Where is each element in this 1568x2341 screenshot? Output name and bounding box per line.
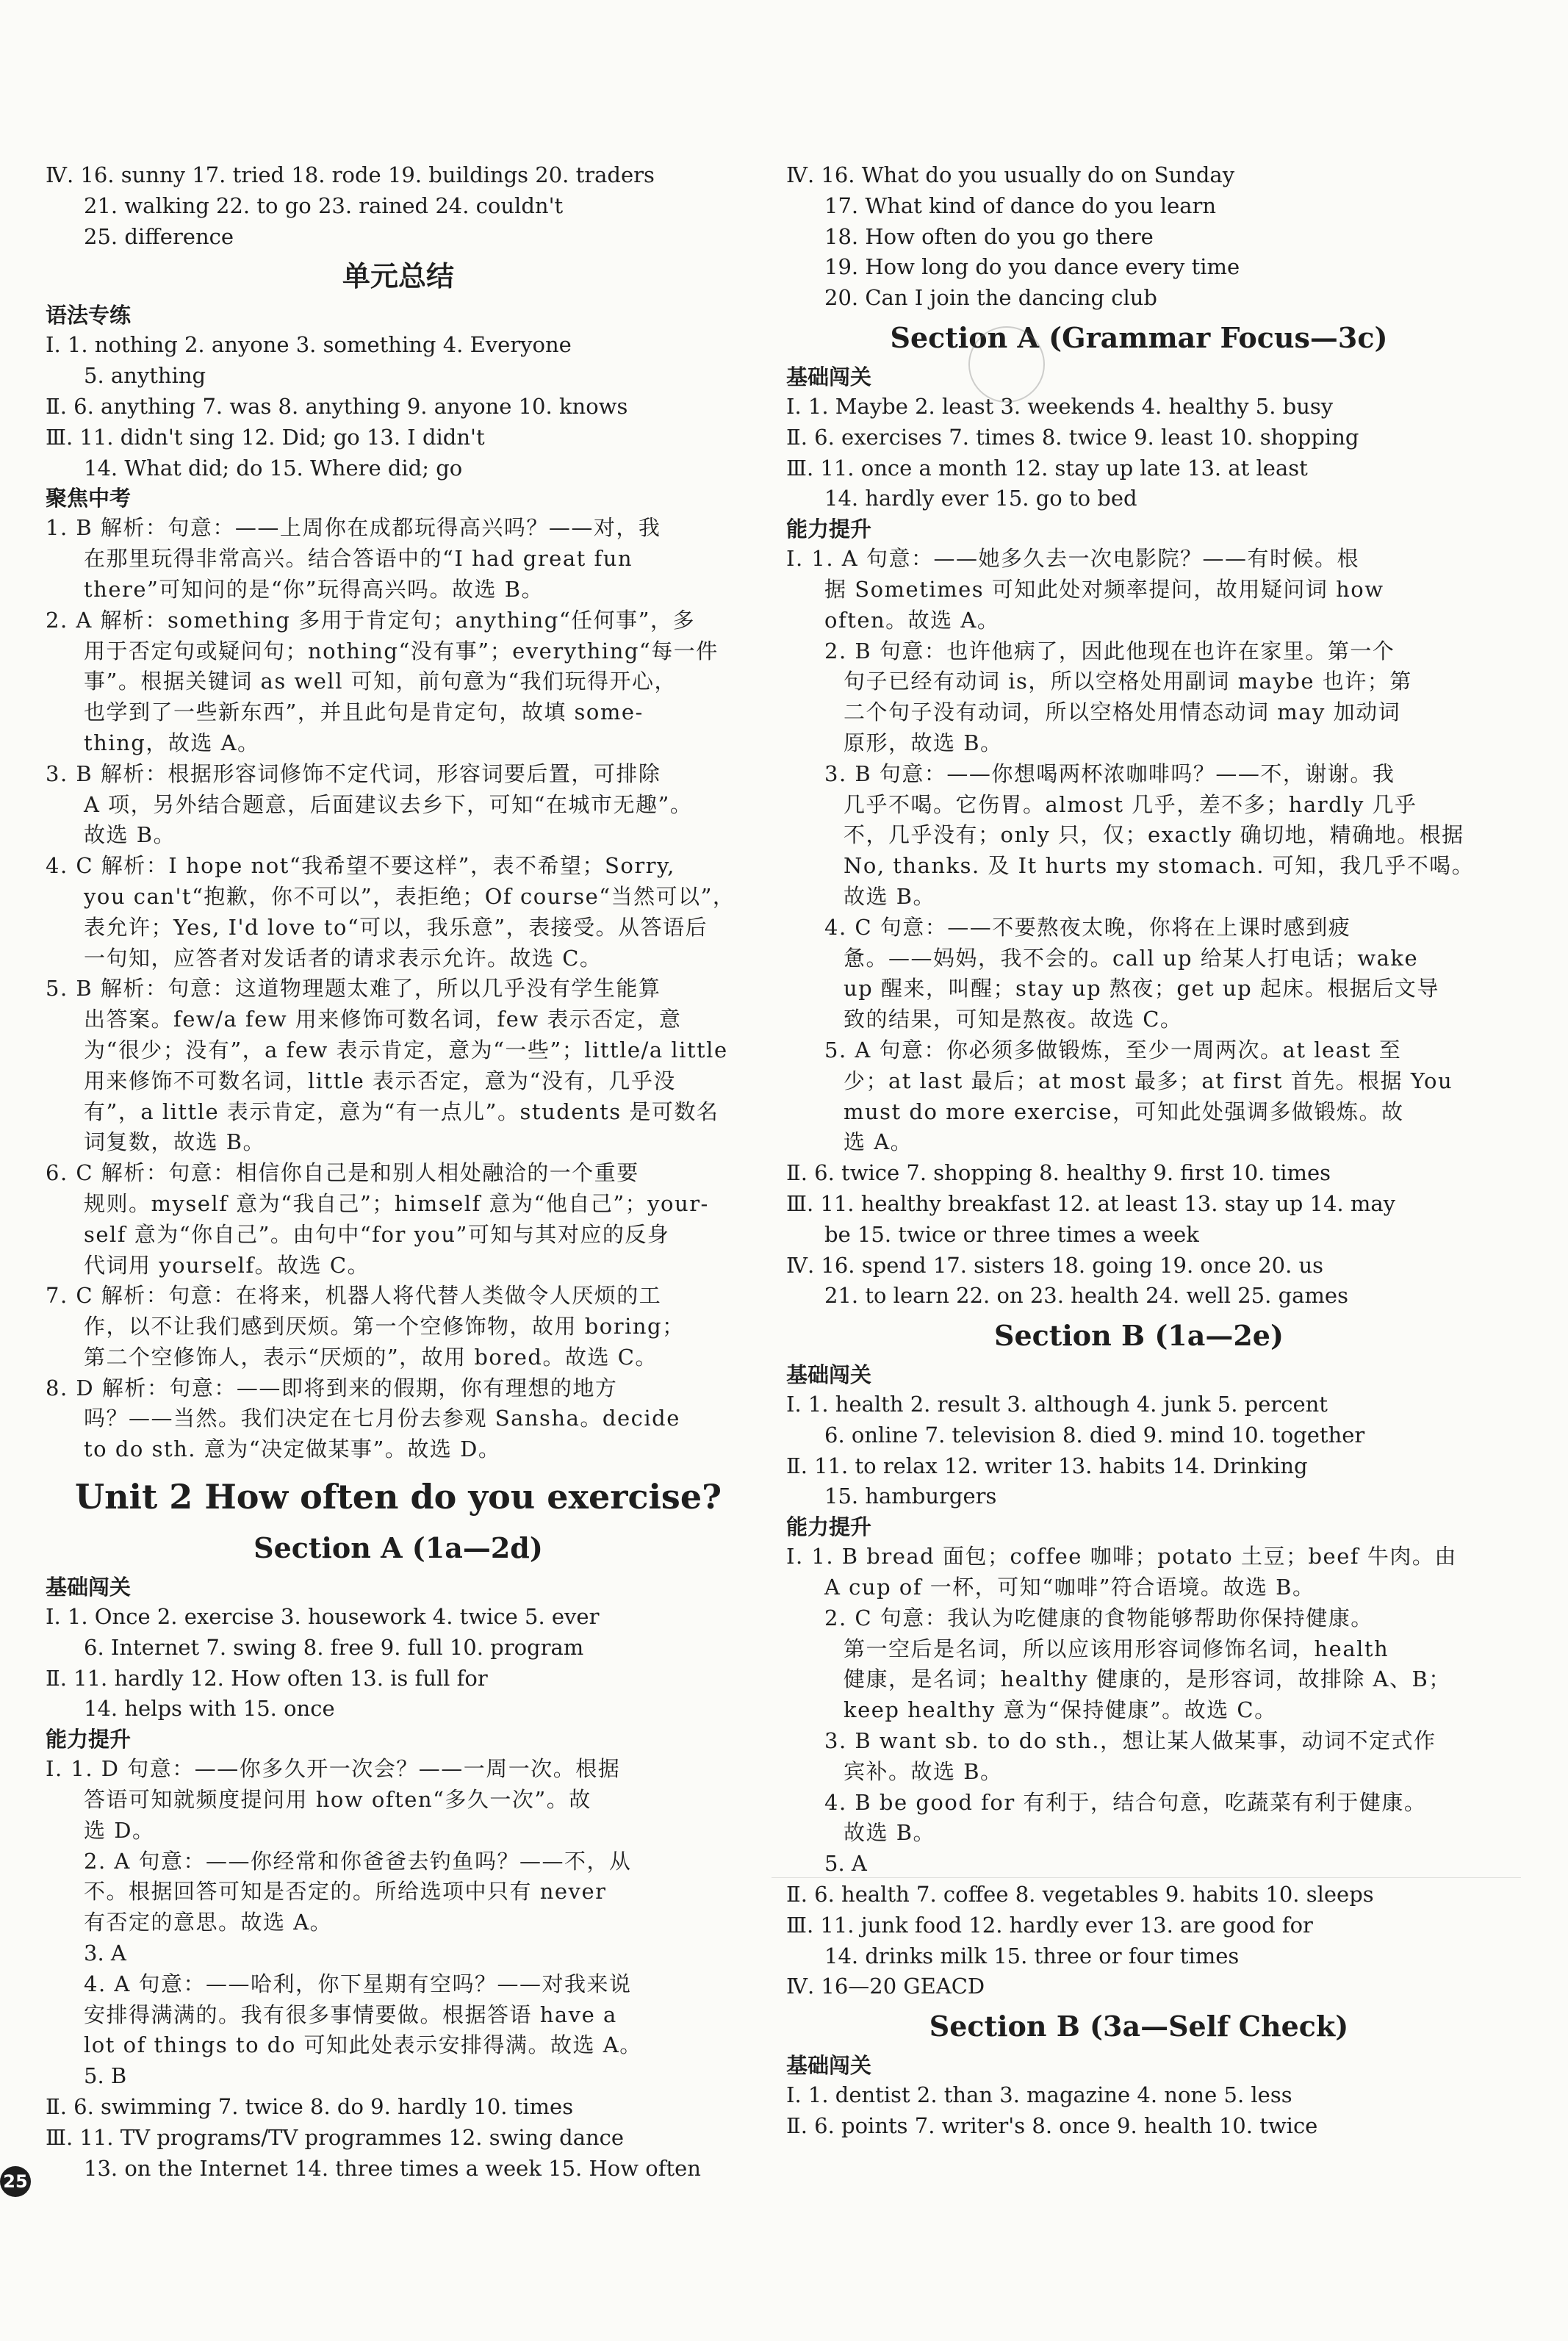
- section-title: 单元总结: [342, 259, 454, 293]
- answer-line: 6. C 解析：句意：相信你自己是和别人相处融洽的一个重要: [46, 1160, 639, 1186]
- answer-line: 少；at last 最后；at most 最多；at first 首先。根据 You: [844, 1068, 1453, 1093]
- answer-line: 21. walking 22. to go 23. rained 24. couldn't: [84, 193, 564, 218]
- subsection-heading: 语法专练: [46, 303, 132, 328]
- answer-line: 二个句子没有动词，所以空格处用情态动词 may 加动词: [844, 700, 1401, 725]
- answer-line: 5. B: [84, 2063, 127, 2089]
- subsection-heading: 基础闯关: [786, 364, 872, 389]
- answer-line: Ⅲ. 11. TV programs/TV programmes 12. swing dance: [46, 2124, 625, 2150]
- answer-line: Ⅰ. 1. dentist 2. than 3. magazine 4. none 5. less: [786, 2082, 1292, 2108]
- answer-line: 用来修饰不可数名词，little 表示否定，意为“没有，几乎没: [84, 1068, 676, 1093]
- answer-line: must do more exercise，可知此处强调多做锻炼。故: [844, 1098, 1404, 1124]
- answer-line: Ⅰ. 1. Maybe 2. least 3. weekends 4. healthy 5. busy: [786, 393, 1334, 419]
- answer-line: 17. What kind of dance do you learn: [824, 193, 1217, 218]
- answer-line: Ⅱ. 6. swimming 7. twice 8. do 9. hardly 10. times: [46, 2094, 574, 2120]
- answer-line: 5. B 解析：句意：这道物理题太难了，所以几乎没有学生能算: [46, 976, 661, 1002]
- answer-line: 故选 B。: [844, 1820, 936, 1846]
- page-number: 25: [0, 2166, 31, 2197]
- answer-line: keep healthy 意为“保持健康”。故选 C。: [844, 1697, 1277, 1723]
- answer-line: 3. B 句意：——你想喝两杯浓咖啡吗？——不，谢谢。我: [824, 760, 1395, 786]
- answer-line: 21. to learn 22. on 23. health 24. well 25. games: [824, 1283, 1348, 1309]
- answer-line: 故选 B。: [844, 883, 936, 909]
- answer-line: 3. A: [84, 1941, 126, 1966]
- answer-line: 2. A 解析：something 多用于肯定句；anything“任何事”，多: [46, 607, 695, 633]
- left-column: [46, 160, 751, 2184]
- answer-line: 2. A 句意：——你经常和你爸爸去钓鱼吗？——不，从: [84, 1848, 632, 1874]
- answer-line: Ⅳ. 16. spend 17. sisters 18. going 19. once 20. us: [786, 1252, 1324, 1278]
- answer-line: 惫。——妈妈，我不会的。call up 给某人打电话；wake: [844, 945, 1419, 971]
- answer-line: 15. hamburgers: [824, 1484, 997, 1509]
- answer-line: there”可知问的是“你”玩得高兴吗。故选 B。: [84, 576, 544, 602]
- answer-line: often。故选 A。: [824, 607, 1000, 633]
- answer-line: Ⅱ. 6. anything 7. was 8. anything 9. anyone 10. knows: [46, 393, 628, 419]
- answer-line: you can't“抱歉，你不可以”，表拒绝；Of course“当然可以”，: [84, 883, 736, 909]
- answer-line: self 意为“你自己”。由句中“for you”可知与其对应的反身: [84, 1221, 670, 1247]
- answer-line: 选 D。: [84, 1817, 155, 1843]
- answer-line: Ⅱ. 11. to relax 12. writer 13. habits 14. Drinking: [786, 1453, 1308, 1478]
- section-title: Section B (3a—Self Check): [929, 2010, 1349, 2043]
- answer-line: 不。根据回答可知是否定的。所给选项中只有 never: [84, 1879, 607, 1905]
- ink-stamp: [968, 326, 1045, 403]
- subsection-heading: 能力提升: [786, 517, 872, 542]
- answer-line: Ⅳ. 16—20 GEACD: [786, 1974, 985, 1999]
- answer-line: 一句知，应答者对发话者的请求表示允许。故选 C。: [84, 945, 603, 971]
- answer-line: 4. A 句意：——哈利，你下星期有空吗？——对我来说: [84, 1971, 632, 1996]
- answer-line: 4. C 句意：——不要熬夜太晚，你将在上课时感到疲: [824, 914, 1351, 940]
- answer-line: 规则。myself 意为“我自己”；himself 意为“他自己”；your-: [84, 1190, 709, 1216]
- answer-line: 5. A: [824, 1851, 867, 1877]
- answer-line: 原形，故选 B。: [844, 730, 1003, 755]
- answer-line: Ⅲ. 11. once a month 12. stay up late 13. at least: [786, 455, 1308, 481]
- answer-line: 第一空后是名词，所以应该用形容词修饰名词，health: [844, 1636, 1389, 1661]
- answer-line: Ⅳ. 16. sunny 17. tried 18. rode 19. buildings 20. traders: [46, 162, 655, 187]
- subsection-heading: 基础闯关: [46, 1575, 132, 1600]
- answer-line: 6. online 7. television 8. died 9. mind 10. together: [824, 1422, 1365, 1448]
- answer-line: Ⅰ. 1. D 句意：——你多久开一次会？——一周一次。根据: [46, 1756, 621, 1782]
- answer-line: Ⅱ. 6. points 7. writer's 8. once 9. health 10. twice: [786, 2113, 1318, 2139]
- answer-line: Ⅰ. 1. A 句意：——她多久去一次电影院？——有时候。根: [786, 546, 1359, 572]
- subsection-heading: 基础闯关: [786, 2053, 872, 2079]
- answer-line: 吗？——当然。我们决定在七月份去参观 Sansha。decide: [84, 1406, 680, 1431]
- answer-line: 不，几乎没有；only 只，仅；exactly 确切地，精确地。根据: [844, 822, 1464, 848]
- answer-line: 4. B be good for 有利于，结合句意，吃蔬菜有利于健康。: [824, 1789, 1427, 1815]
- answer-line: 致的结果，可知是熬夜。故选 C。: [844, 1007, 1183, 1032]
- section-title: Section A (Grammar Focus—3c): [890, 320, 1388, 354]
- answer-line: up 醒来，叫醒；stay up 熬夜；get up 起床。根据后文导: [844, 976, 1439, 1002]
- answer-line: to do sth. 意为“决定做某事”。故选 D。: [84, 1436, 501, 1462]
- answer-line: 4. C 解析：I hope not“我希望不要这样”，表不希望；Sorry,: [46, 853, 675, 879]
- answer-line: 表允许；Yes, I'd love to“可以，我乐意”，表接受。从答语后: [84, 914, 708, 940]
- answer-line: 8. D 解析：句意：——即将到来的假期，你有理想的地方: [46, 1375, 618, 1400]
- answer-line: 19. How long do you dance every time: [824, 254, 1240, 280]
- answer-line: Ⅰ. 1. health 2. result 3. although 4. junk 5. percent: [786, 1392, 1328, 1417]
- answer-line: 2. B 句意：也许他病了，因此他现在也许在家里。第一个: [824, 638, 1395, 664]
- answer-line: A cup of 一杯，可知“咖啡”符合语境。故选 B。: [824, 1575, 1315, 1600]
- answer-line: 代词用 yourself。故选 C。: [84, 1252, 370, 1278]
- answer-line: A 项，另外结合题意，后面建议去乡下，可知“在城市无趣”。: [84, 791, 693, 817]
- answer-line: 用于否定句或疑问句；nothing“没有事”；everything“每一件: [84, 638, 719, 664]
- answer-line: lot of things to do 可知此处表示安排得满。故选 A。: [84, 2032, 642, 2058]
- answer-line: 6. Internet 7. swing 8. free 9. full 10. program: [84, 1634, 584, 1660]
- answer-line: 健康，是名词；healthy 健康的，是形容词，故排除 A、B；: [844, 1666, 1451, 1692]
- answer-line: 句子已经有动词 is，所以空格处用副词 maybe 也许；第: [844, 669, 1412, 694]
- answer-line: 20. Can I join the dancing club: [824, 285, 1157, 311]
- answer-line: 作，以不让我们感到厌烦。第一个空修饰物，故用 boring；: [84, 1314, 685, 1339]
- fold-line: [772, 1877, 1521, 1878]
- answer-line: 14. helps with 15. once: [84, 1696, 335, 1722]
- subsection-heading: 能力提升: [46, 1727, 132, 1752]
- answer-line: 13. on the Internet 14. three times a week 15. How often: [84, 2155, 701, 2181]
- subsection-heading: 基础闯关: [786, 1362, 872, 1388]
- answer-line: 词复数，故选 B。: [84, 1129, 266, 1155]
- unit-title: Unit 2 How often do you exercise?: [75, 1477, 722, 1517]
- answer-line: 7. C 解析：句意：在将来，机器人将代替人类做令人厌烦的工: [46, 1283, 662, 1309]
- answer-line: Ⅲ. 11. healthy breakfast 12. at least 13. stay up 14. may: [786, 1190, 1396, 1216]
- answer-line: Ⅱ. 11. hardly 12. How often 13. is full for: [46, 1665, 488, 1691]
- subsection-heading: 聚焦中考: [46, 486, 132, 511]
- answer-line: 14. hardly ever 15. go to bed: [824, 486, 1137, 511]
- subsection-heading: 能力提升: [786, 1514, 872, 1540]
- answer-line: 故选 B。: [84, 822, 176, 848]
- section-title: Section A (1a—2d): [253, 1531, 543, 1565]
- answer-line: 14. What did; do 15. Where did; go: [84, 455, 463, 481]
- answer-line: 出答案。few/a few 用来修饰可数名词，few 表示否定，意: [84, 1007, 682, 1032]
- answer-line: 5. A 句意：你必须多做锻炼，至少一周两次。at least 至: [824, 1037, 1402, 1062]
- answer-line: 14. drinks milk 15. three or four times: [824, 1943, 1240, 1968]
- answer-line: 有否定的意思。故选 A。: [84, 1910, 333, 1935]
- answer-line: Ⅰ. 1. nothing 2. anyone 3. something 4. Everyone: [46, 332, 572, 358]
- answer-line: 为“很少；没有”，a few 表示肯定，意为“一些”；little/a little: [84, 1037, 728, 1062]
- answer-line: 2. C 句意：我认为吃健康的食物能够帮助你保持健康。: [824, 1605, 1373, 1630]
- answer-line: 答语可知就频度提问用 how often“多久一次”。故: [84, 1787, 591, 1813]
- answer-line: Ⅳ. 16. What do you usually do on Sunday: [786, 162, 1235, 187]
- answer-line: 5. anything: [84, 363, 206, 389]
- answer-line: Ⅰ. 1. B bread 面包；coffee 咖啡；potato 土豆；beef 牛肉。由: [786, 1544, 1457, 1569]
- answer-line: 在那里玩得非常高兴。结合答语中的“I had great fun: [84, 546, 633, 572]
- answer-line: 第二个空修饰人，表示“厌烦的”，故用 bored。故选 C。: [84, 1344, 658, 1370]
- answer-line: Ⅱ. 6. exercises 7. times 8. twice 9. least 10. shopping: [786, 424, 1359, 450]
- answer-line: No, thanks. 及 It hurts my stomach. 可知，我几乎不喝。: [844, 853, 1475, 879]
- right-column: [786, 160, 1492, 2142]
- answer-line: Ⅱ. 6. health 7. coffee 8. vegetables 9. habits 10. sleeps: [786, 1882, 1374, 1907]
- answer-line: 几乎不喝。它伤胃。almost 几乎，差不多；hardly 几乎: [844, 791, 1417, 817]
- answer-line: thing，故选 A。: [84, 730, 260, 755]
- answer-line: 宾补。故选 B。: [844, 1758, 1003, 1784]
- answer-line: 安排得满满的。我有很多事情要做。根据答语 have a: [84, 2002, 617, 2027]
- answer-line: Ⅰ. 1. Once 2. exercise 3. housework 4. twice 5. ever: [46, 1604, 600, 1630]
- answer-line: 3. B want sb. to do sth.，想让某人做某事，动词不定式作: [824, 1728, 1436, 1754]
- answer-line: 3. B 解析：根据形容词修饰不定代词，形容词要后置，可排除: [46, 760, 661, 786]
- answer-line: 事”。根据关键词 as well 可知，前句意为“我们玩得开心，: [84, 669, 677, 694]
- answer-line: 1. B 解析：句意：——上周你在成都玩得高兴吗？——对，我: [46, 515, 661, 541]
- answer-line: be 15. twice or three times a week: [824, 1221, 1199, 1247]
- answer-line: 也学到了一些新东西”，并且此句是肯定句，故填 some-: [84, 700, 644, 725]
- answer-line: 据 Sometimes 可知此处对频率提问，故用疑问词 how: [824, 576, 1384, 602]
- answer-line: 25. difference: [84, 223, 234, 249]
- section-title: Section B (1a—2e): [994, 1319, 1284, 1353]
- answer-line: 有”，a little 表示肯定，意为“有一点儿”。students 是可数名: [84, 1098, 719, 1124]
- answer-line: 18. How often do you go there: [824, 223, 1154, 249]
- answer-line: 选 A。: [844, 1129, 913, 1155]
- answer-line: Ⅱ. 6. twice 7. shopping 8. healthy 9. first 10. times: [786, 1160, 1331, 1186]
- answer-line: Ⅲ. 11. didn't sing 12. Did; go 13. I didn't: [46, 424, 485, 450]
- answer-line: Ⅲ. 11. junk food 12. hardly ever 13. are good for: [786, 1912, 1313, 1938]
